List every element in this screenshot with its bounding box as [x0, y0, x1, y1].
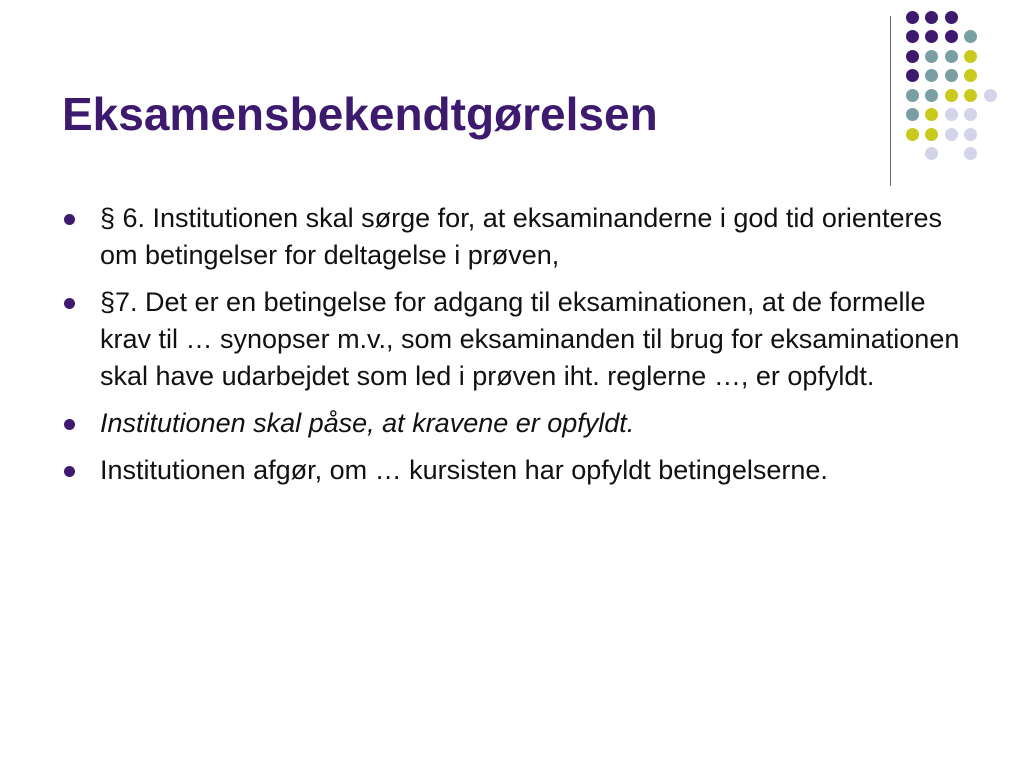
decorative-dot [945, 128, 958, 141]
decorative-dot [964, 108, 977, 121]
decorative-dot [906, 50, 919, 63]
decorative-dot [906, 30, 919, 43]
bullet-item [60, 452, 970, 489]
decorative-dot [906, 89, 919, 102]
bullet-item [60, 284, 970, 395]
decorative-dot [925, 128, 938, 141]
decorative-dot [925, 89, 938, 102]
bullet-dot-icon [64, 298, 75, 309]
decorative-dot [906, 11, 919, 24]
bullet-dot-icon [64, 214, 75, 225]
decorative-dot [945, 11, 958, 24]
bullet-item [60, 405, 970, 442]
decorative-dot-grid [0, 0, 1024, 200]
bullet-dot-icon [64, 466, 75, 477]
bullet-text: Institutionen skal påse, at kravene er opfyldt. [100, 408, 635, 438]
decorative-dot [964, 69, 977, 82]
bullet-item [60, 200, 970, 274]
decorative-dot [925, 147, 938, 160]
decorative-dot [984, 89, 997, 102]
decorative-dot [945, 50, 958, 63]
decorative-dot [964, 128, 977, 141]
decorative-dot [945, 69, 958, 82]
slide-title: Eksamensbekendtgørelsen [62, 88, 658, 140]
bullet-text: § 6. Institutionen skal sørge for, at eksaminanderne i god tid orienteres om betingelser for deltagelse i prøven, [100, 203, 942, 270]
decorative-dot [964, 50, 977, 63]
bullet-text: §7. Det er en betingelse for adgang til eksaminationen, at de formelle krav til … synopser m.v., som eksaminanden til brug for eksaminationen skal have udarbejdet som led i prøven iht. reglerne …, er opfyldt. [100, 287, 960, 391]
decorative-dot [964, 89, 977, 102]
decorative-dot [925, 108, 938, 121]
bullet-dot-icon [64, 419, 75, 430]
decorative-dot [964, 147, 977, 160]
decorative-dot [906, 69, 919, 82]
bullet-text: Institutionen afgør, om … kursisten har opfyldt betingelserne. [100, 455, 828, 485]
decorative-dot [906, 108, 919, 121]
decorative-dot [925, 69, 938, 82]
decorative-dot [906, 128, 919, 141]
decorative-dot [945, 30, 958, 43]
bullet-list [60, 200, 970, 499]
decorative-dot [925, 50, 938, 63]
decorative-dot [945, 89, 958, 102]
decorative-dot [945, 108, 958, 121]
decorative-dot [964, 30, 977, 43]
decorative-dot [925, 30, 938, 43]
decorative-dot [925, 11, 938, 24]
